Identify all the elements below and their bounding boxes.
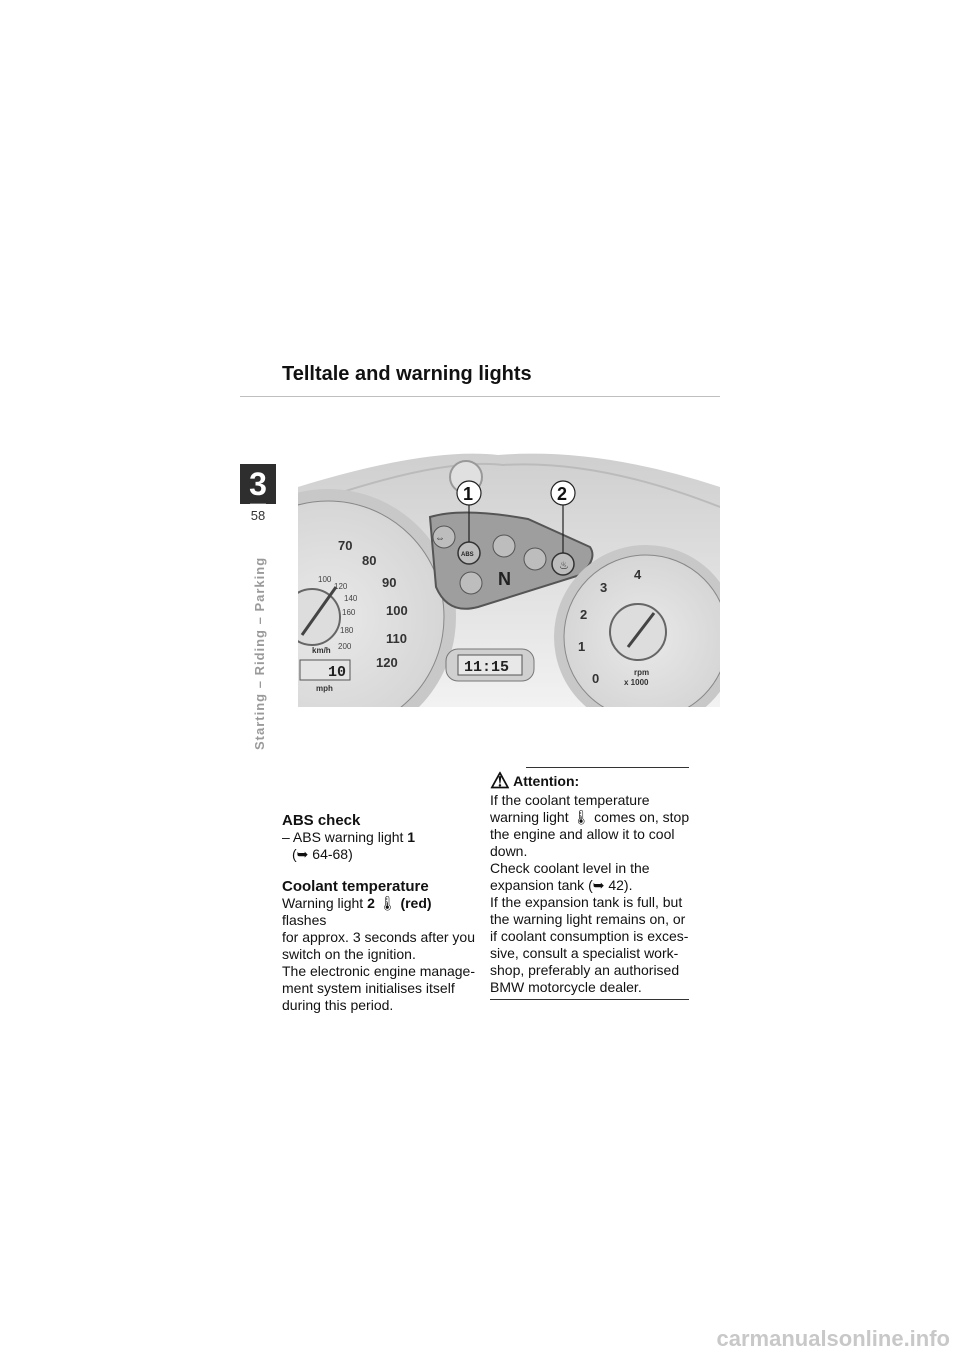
tacho-unit: rpm — [634, 668, 650, 677]
abs-light-label: ABS — [461, 552, 474, 558]
chapter-side-label: Starting – Riding – Parking — [252, 556, 267, 750]
attention-line: sive, consult a specialist work- — [490, 945, 679, 961]
speed-readout: 10 — [328, 664, 347, 681]
chapter-divider — [250, 503, 266, 504]
coolant-text-line: for approx. 3 seconds after you — [282, 929, 475, 945]
attention-line: BMW motorcycle dealer. — [490, 979, 642, 995]
coolant-temperature-heading: Coolant temperature — [282, 878, 429, 895]
speedo-kmh-70: 70 — [338, 538, 353, 553]
coolant-text-line: during this period. — [282, 997, 394, 1013]
thermometer-icon: ♨ — [559, 560, 569, 572]
attention-line: Check coolant level in the — [490, 860, 650, 876]
tacho-scale: x 1000 — [624, 678, 649, 687]
chapter-number: 3 — [240, 464, 276, 504]
instrument-cluster-illustration — [298, 447, 720, 707]
page-title: Telltale and warning lights — [282, 363, 532, 385]
attention-line: the engine and allow it to cool — [490, 826, 675, 842]
left-column — [282, 812, 478, 1014]
turn-signal-icon: ⇔ — [435, 533, 445, 544]
coolant-text-line: switch on the ignition. — [282, 946, 416, 962]
callout-1: 1 — [463, 484, 474, 504]
speedo-mph-120: 120 — [334, 582, 348, 591]
attention-line: If the expansion tank is full, but — [490, 894, 683, 910]
warning-triangle-icon: ⚠ — [490, 768, 510, 793]
callout-2: 2 — [557, 484, 568, 504]
attention-line: if coolant consumption is exces- — [490, 928, 689, 944]
header-rule — [240, 396, 720, 397]
high-beam-light — [493, 535, 515, 557]
thermometer-icon: 🌡 — [378, 895, 397, 911]
tacho-4: 4 — [634, 567, 642, 582]
neutral-light: N — [498, 569, 511, 589]
speedo-kmh-110: 110 — [386, 631, 407, 646]
tacho-1: 1 — [578, 639, 586, 654]
speed-unit-kmh: km/h — [312, 646, 331, 655]
clock-readout: 11:15 — [464, 659, 510, 676]
speedo-mph-140: 140 — [344, 594, 358, 603]
attention-line: expansion tank (➥ 42). — [490, 877, 633, 893]
abs-page-ref: (➥ 64-68) — [292, 846, 353, 862]
attention-line: shop, preferably an authorised — [490, 962, 680, 978]
attention-bottom-rule — [490, 999, 689, 1000]
speedo-mph-160: 160 — [342, 608, 356, 617]
attention-line: If the coolant temperature — [490, 792, 650, 808]
abs-warning-line: – ABS warning light 1 — [282, 829, 416, 845]
coolant-text-line: ment system initialises itself — [282, 980, 455, 996]
attention-line: warning light 🌡 comes on, stop — [490, 809, 690, 825]
attention-box — [490, 770, 690, 996]
speedo-kmh-90: 90 — [382, 575, 397, 590]
speed-unit-mph: mph — [316, 684, 333, 693]
attention-line: down. — [490, 843, 528, 859]
tacho-0: 0 — [592, 671, 600, 686]
tacho-2: 2 — [580, 607, 588, 622]
tacho-3: 3 — [600, 580, 608, 595]
attention-top-rule — [526, 767, 689, 768]
speedo-mph-180: 180 — [340, 626, 354, 635]
attention-line: the warning light remains on, or — [490, 911, 686, 927]
speedo-mph-200: 200 — [338, 642, 352, 651]
speedo-mph-100: 100 — [318, 575, 332, 584]
coolant-text-line: The electronic engine manage- — [282, 963, 476, 979]
abs-check-heading: ABS check — [282, 812, 361, 829]
coolant-warning-line: Warning light 2 🌡 (red) flashes — [282, 895, 432, 928]
attention-heading: ⚠ Attention: — [490, 768, 580, 793]
page-number: 58 — [250, 508, 266, 523]
thermometer-icon: 🌡 — [572, 809, 591, 825]
speedo-kmh-120: 120 — [376, 655, 398, 670]
watermark: carmanualsonline.info — [716, 1326, 950, 1351]
oil-pressure-light — [524, 548, 546, 570]
speedo-kmh-80: 80 — [362, 553, 377, 568]
fuel-reserve-light — [460, 572, 482, 594]
speedo-kmh-100: 100 — [386, 603, 408, 618]
